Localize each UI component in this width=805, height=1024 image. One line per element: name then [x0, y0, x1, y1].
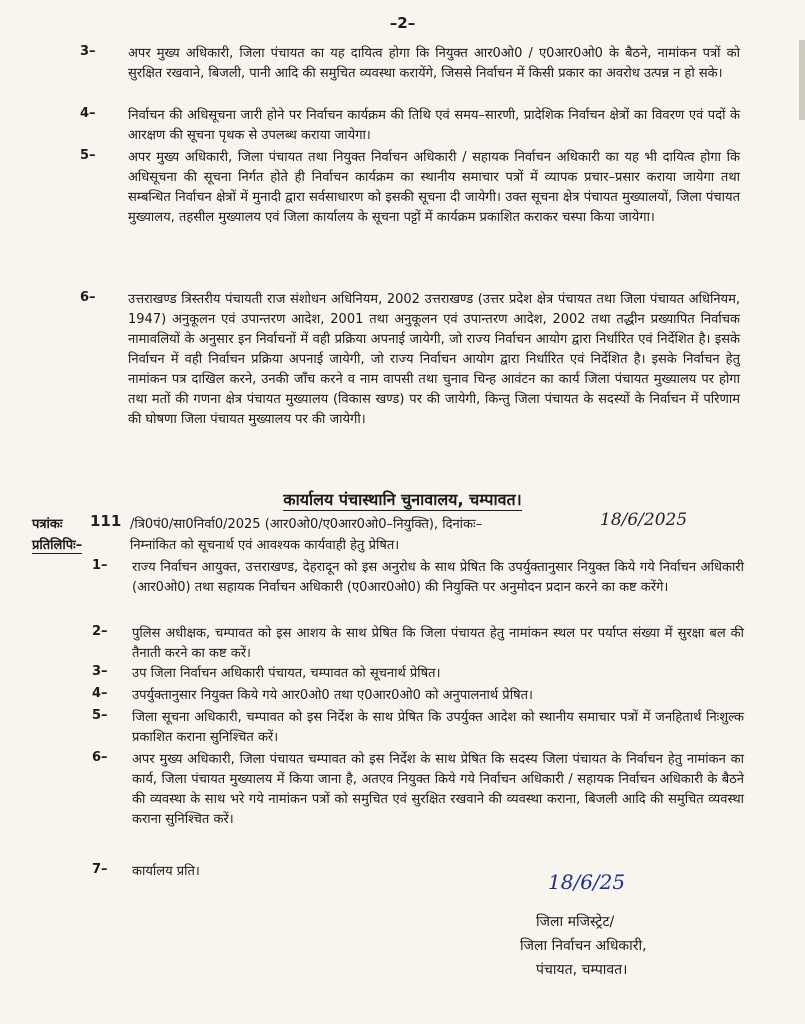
handwritten-signature: 18/6/25: [548, 870, 626, 894]
signature-designation-1: जिला मजिस्ट्रेट/: [536, 914, 615, 930]
item-number: 2–: [92, 624, 108, 639]
item-text: उत्तराखण्ड त्रिस्तरीय पंचायती राज संशोधन अधिनियम, 2002 उत्तराखण्ड (उत्तर प्रदेश क्षेत्र पंचायत तथा जिला पंचायत अधिनियम, 1947) अनुकूलन एवं उपान्तरण आदेश, 2001 तथा अनुकूलन एवं उपान्तरण आदेश, 2002 तथा तद्धीन प्रख्यापित निर्वाचक नामावलियों के अनुसार इन निर्वाचनों में वही प्रक्रिया अपनाई जायेगी, जो राज्य निर्वाचन आयोग द्वारा निर्धारित एवं निर्देशित है। इसके निर्वाचन में वही निर्वाचन प्रक्रिया अपनाई जायेगी, जो राज्य निर्वाचन आयोग द्वारा निर्धारित एवं निर्देशित है। इसके निर्वाचन हेतु नामांकन पत्र दाखिल करने, उनकी जाँच करने व नाम वापसी तथा चुनाव चिन्ह आवंटन का कार्य जिला पंचायत मुख्यालय पर होगा तथा मतों की गणना क्षेत्र पंचायत मुख्यालय (विकास खण्ड) पर की जायेगी, किन्तु जिला पंचायत के सदस्यों के निर्वाचन में परिणाम की घोषणा जिला पंचायत मुख्यालय पर की जायेगी।: [128, 292, 740, 427]
item-number: 5–: [92, 708, 108, 723]
page-edge-shadow: [799, 40, 805, 120]
item-text: उप जिला निर्वाचन अधिकारी पंचायत, चम्पावत को सूचनार्थ प्रेषित।: [132, 666, 441, 681]
item-number: 3–: [80, 44, 96, 59]
copy-text: निम्नांकित को सूचनार्थ एवं आवश्यक कार्यवाही हेतु प्रेषित।: [130, 538, 400, 553]
item-text: अपर मुख्य अधिकारी, जिला पंचायत चम्पावत को इस निर्देश के साथ प्रेषित कि सदस्य जिला पंचायत के निर्वाचन हेतु नामांकन का कार्य, जिला पंचायत मुख्यालय में किया जाना है, अतएव नियुक्त किये गये निर्वाचन अधिकारी / सहायक निर्वाचन अधिकारी के बैठने की व्यवस्था के साथ भरे गये नामांकन पत्रों को समुचित एवं सुरक्षित रखवाने की व्यवस्था कराना, बिजली आदि की समुचित व्यवस्था कराना सुनिश्चित करें।: [132, 752, 744, 827]
item-text: अपर मुख्य अधिकारी, जिला पंचायत का यह दायित्व होगा कि नियुक्त आर0ओ0 / ए0आर0ओ0 के बैठने, नामांकन पत्रों को सुरक्षित रखवाने, बिजली, पानी आदि की समुचित व्यवस्था करायेंगे, जिससे निर्वाचन में किसी प्रकार का अवरोध उत्पन्न न हो सके।: [128, 46, 740, 81]
signature-designation-3: पंचायत, चम्पावत।: [536, 962, 628, 978]
ref-label: पत्रांकः: [32, 517, 63, 532]
item-number: 6–: [80, 290, 96, 305]
item-text: राज्य निर्वाचन आयुक्त, उत्तराखण्ड, देहरादून को इस अनुरोध के साथ प्रेषित कि उपर्युक्तानुसार नियुक्त किये गये निर्वाचन अधिकारी (आर0ओ0) तथा सहायक निर्वाचन अधिकारी (ए0आर0ओ0) की नियुक्ति पर अनुमोदन प्रदान करने का कष्ट करेंगे।: [132, 560, 744, 595]
item-number: 4–: [92, 686, 108, 701]
page-number: –2–: [389, 14, 416, 32]
item-text: उपर्युक्तानुसार नियुक्त किये गये आर0ओ0 तथा ए0आर0ओ0 को अनुपालनार्थ प्रेषित।: [132, 688, 533, 703]
item-number: 5–: [80, 148, 96, 163]
item-number: 7–: [92, 862, 108, 877]
office-heading-text: कार्यालय पंचास्थानि चुनावालय, चम्पावत।: [283, 490, 522, 509]
item-number: 1–: [92, 558, 108, 573]
office-heading: [0, 488, 805, 510]
item-text: अपर मुख्य अधिकारी, जिला पंचायत तथा नियुक्त निर्वाचन अधिकारी / सहायक निर्वाचन अधिकारी का यह भी दायित्व होगा कि अधिसूचना की सूचना निर्गत होते ही निर्वाचन कार्यक्रम का स्थानीय समाचार पत्रों में व्यापक प्रचार–प्रसार कराया जायेगा तथा सम्बन्धित निर्वाचन क्षेत्रों में मुनादी द्वारा सर्वसाधारण को इसकी सूचना दी जायेगी। उक्त सूचना क्षेत्र पंचायत मुख्यालयों, जिला पंचायत मुख्यालय, तहसील मुख्यालय एवं जिला कार्यालय के सूचना पट्टों में कार्यक्रम प्रकाशित कराकर चस्पा किया जायेगा।: [128, 150, 740, 225]
copy-label: प्रतिलिपिः–: [32, 535, 82, 554]
item-text: कार्यालय प्रति।: [132, 864, 200, 879]
item-number: 4–: [80, 106, 96, 121]
signature-designation-2: जिला निर्वाचन अधिकारी,: [520, 938, 647, 954]
ref-handwritten-date: 18/6/2025: [600, 510, 688, 530]
item-text: निर्वाचन की अधिसूचना जारी होने पर निर्वाचन कार्यक्रम की तिथि एवं समय–सारणी, प्रादेशिक निर्वाचन क्षेत्रों का विवरण एवं पदों के आरक्षण की सूचना पृथक से उपलब्ध कराया जायेगा।: [128, 108, 740, 143]
item-text: जिला सूचना अधिकारी, चम्पावत को इस निर्देश के साथ प्रेषित कि उपर्युक्त आदेश को स्थानीय समाचार पत्रों में जनहितार्थ निःशुल्क प्रकाशित कराना सुनिश्चित करें।: [132, 710, 744, 745]
item-number: 6–: [92, 750, 108, 765]
ref-handwritten-number: 111: [90, 512, 122, 530]
ref-text: /त्रि0पं0/सा0निर्वा0/2025 (आर0ओ0/ए0आर0ओ0–नियुक्ति), दिनांकः–: [130, 517, 483, 532]
item-text: पुलिस अधीक्षक, चम्पावत को इस आशय के साथ प्रेषित कि जिला पंचायत हेतु नामांकन स्थल पर पर्याप्त संख्या में सुरक्षा बल की तैनाती करने का कष्ट करें।: [132, 626, 744, 661]
item-number: 3–: [92, 664, 108, 679]
